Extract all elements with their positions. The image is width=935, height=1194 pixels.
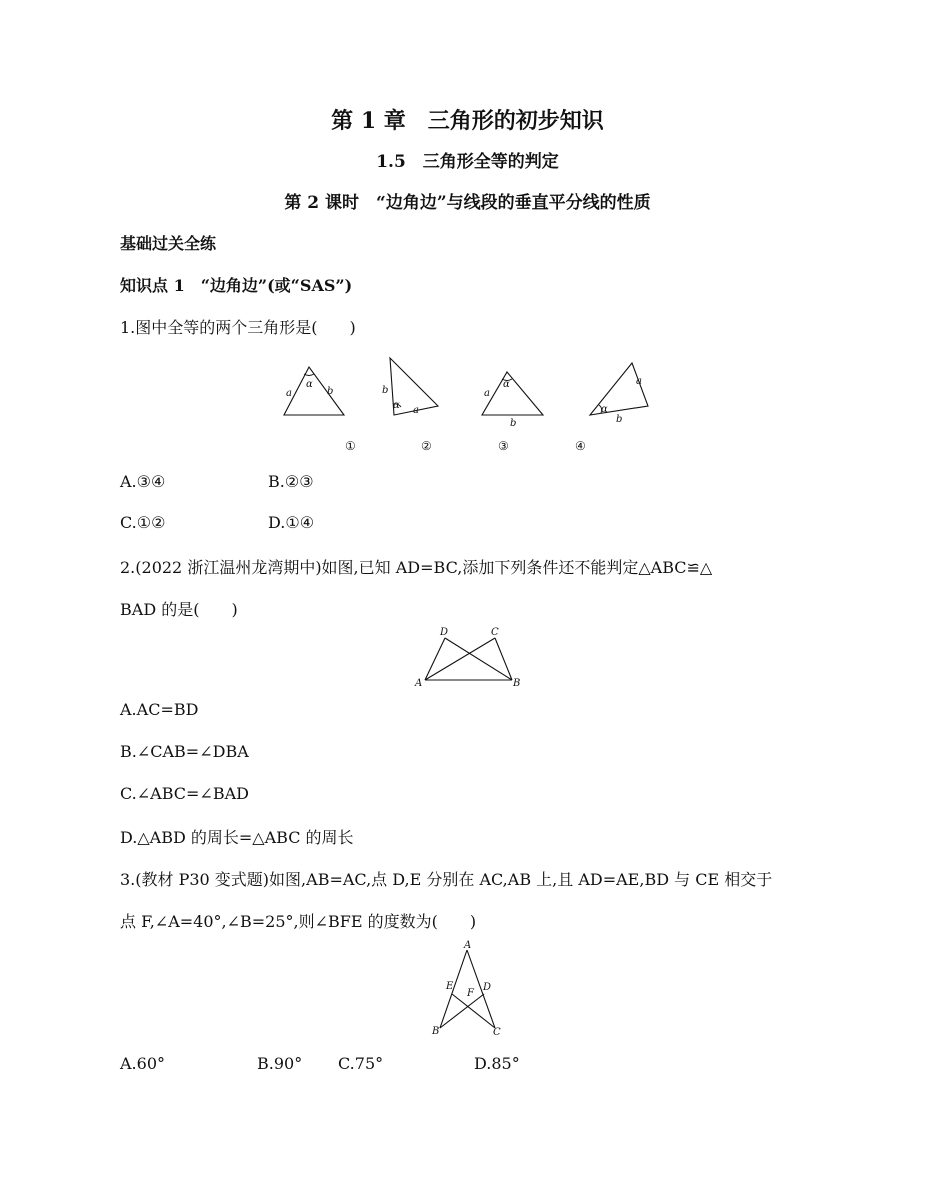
t1-a-label: a — [286, 388, 292, 399]
label-n1: ① — [345, 439, 356, 453]
q3-point-b: B — [432, 1026, 440, 1037]
q2-stem-line1: 2.(2022 浙江温州龙湾期中)如图,已知 AD=BC,添加下列条件还不能判定△ABC≌△ — [120, 558, 713, 577]
q1-figure — [270, 350, 660, 460]
q3-point-d: D — [483, 982, 492, 993]
t1-b-label: b — [327, 386, 334, 397]
q1-option-c[interactable]: C.①② — [120, 513, 166, 532]
lesson-title: 第 2 课时 “边角边”与线段的垂直平分线的性质 — [284, 193, 651, 213]
section-title: 1.5 三角形全等的判定 — [376, 152, 559, 172]
q2-option-b[interactable]: B.∠CAB=∠DBA — [120, 742, 249, 761]
q2-option-d[interactable]: D.△ABD 的周长=△ABC 的周长 — [120, 828, 354, 847]
triangle-1 — [284, 367, 356, 453]
q3-point-f: F — [467, 988, 474, 999]
q3-figure — [425, 938, 515, 1043]
t4-b-label: b — [616, 414, 623, 425]
t4-alpha-label: α — [601, 404, 608, 415]
triangle-3 — [482, 372, 543, 453]
t2-alpha-label: α — [393, 400, 400, 411]
label-n3: ③ — [498, 439, 509, 453]
label-n2: ② — [421, 439, 432, 453]
q2-point-b: B — [513, 678, 521, 689]
q3-stem-line1: 3.(教材 P30 变式题)如图,AB=AC,点 D,E 分别在 AC,AB 上,且 AD=AE,BD 与 CE 相交于 — [120, 870, 773, 889]
q1-option-b[interactable]: B.②③ — [268, 472, 314, 491]
q3-stem-line2: 点 F,∠A=40°,∠B=25°,则∠BFE 的度数为( ) — [120, 912, 477, 931]
q1-option-d[interactable]: D.①④ — [268, 513, 315, 532]
t3-a-label: a — [484, 388, 490, 399]
q3-option-b[interactable]: B.90° — [257, 1054, 303, 1073]
q1-option-a[interactable]: A.③④ — [120, 472, 166, 491]
knowledge-point-heading: 知识点 1 “边角边”(或“SAS”) — [120, 276, 353, 295]
q3-point-c: C — [493, 1027, 501, 1038]
t4-a-label: a — [636, 376, 642, 387]
q2-option-a[interactable]: A.AC=BD — [120, 700, 199, 719]
q3-option-c[interactable]: C.75° — [338, 1054, 384, 1073]
exercise-heading: 基础过关全练 — [120, 234, 217, 253]
label-n4: ④ — [575, 439, 586, 453]
t3-b-label: b — [510, 418, 517, 429]
q3-option-a[interactable]: A.60° — [120, 1054, 165, 1073]
q2-point-a: A — [415, 678, 423, 689]
t1-alpha-label: α — [306, 379, 313, 390]
triangle-4 — [575, 363, 648, 453]
chapter-title: 第 1 章 三角形的初步知识 — [331, 108, 604, 134]
t2-b-label: b — [382, 385, 389, 396]
triangle-2 — [382, 358, 438, 453]
q2-point-d: D — [440, 627, 449, 638]
q2-point-c: C — [491, 627, 499, 638]
q2-figure — [405, 622, 535, 697]
q1-stem: 1.图中全等的两个三角形是( ) — [120, 318, 356, 337]
t2-a-label: a — [413, 405, 419, 416]
q2-stem-line2: BAD 的是( ) — [120, 600, 238, 619]
q3-point-a: A — [464, 940, 472, 951]
q2-option-c[interactable]: C.∠ABC=∠BAD — [120, 784, 249, 803]
q3-option-d[interactable]: D.85° — [474, 1054, 520, 1073]
q3-point-e: E — [446, 981, 454, 992]
t3-alpha-label: α — [503, 379, 510, 390]
